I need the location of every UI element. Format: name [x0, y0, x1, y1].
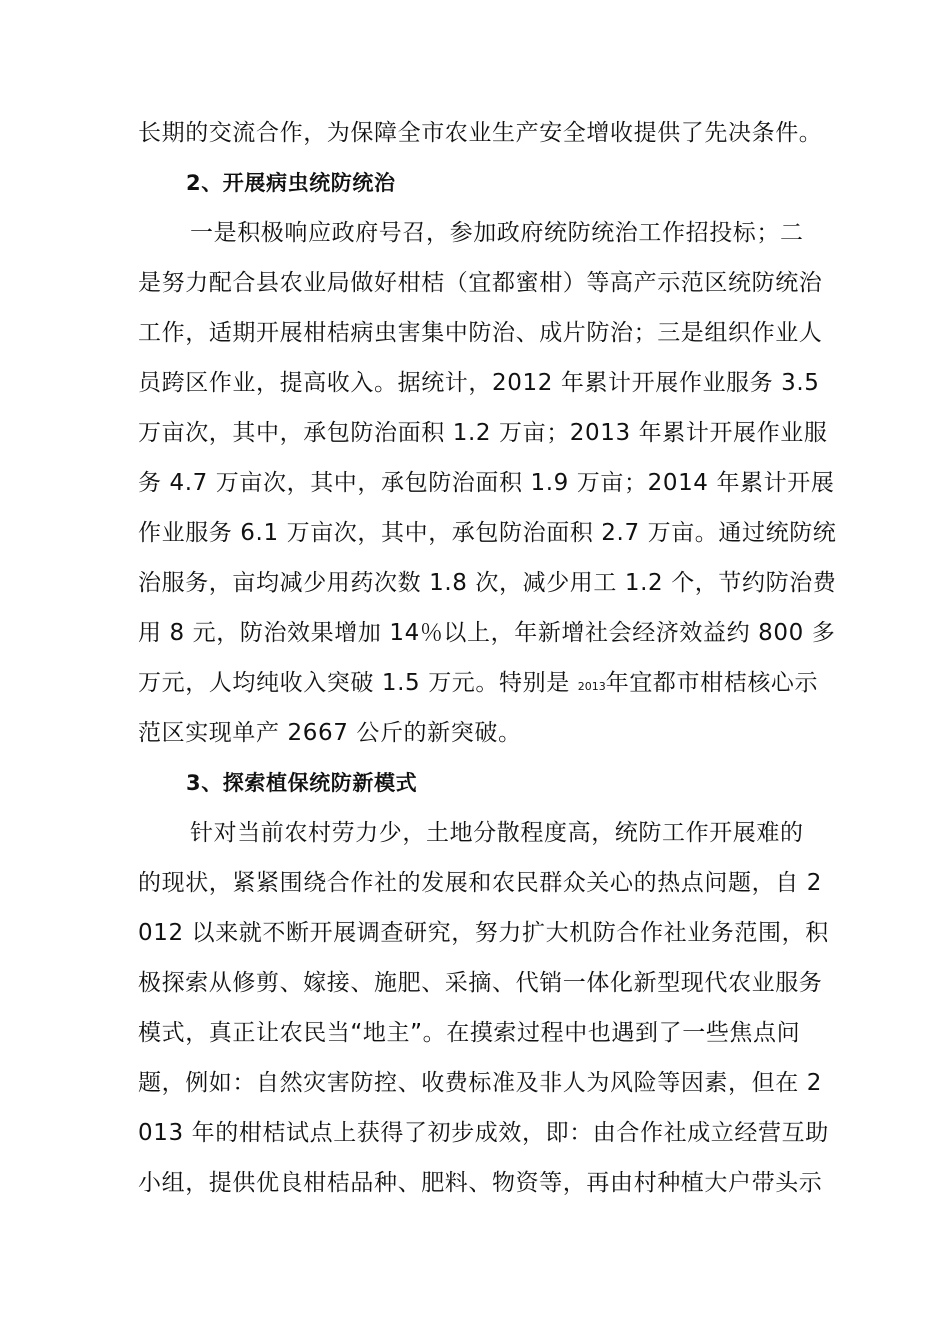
paragraph-line: 小组，提供优良柑桔品种、肥料、物资等，再由村种植大户带头示 — [138, 1170, 823, 1196]
line-text-prefix: 万元，人均纯收入突破 1.5 万元。特别是 — [138, 670, 578, 696]
paragraph-line: 范区实现单产 2667 公斤的新突破。 — [138, 720, 522, 746]
paragraph-line: 013 年的柑桔试点上获得了初步成效，即：由合作社成立经营互助 — [138, 1120, 829, 1146]
paragraph-line: 012 以来就不断开展调查研究，努力扩大机防合作社业务范围，积 — [138, 920, 829, 946]
paragraph-line — [138, 668, 818, 702]
paragraph-line: 极探索从修剪、嫁接、施肥、采摘、代销一体化新型现代农业服务 — [138, 970, 823, 996]
paragraph-line: 治服务，亩均减少用药次数 1.8 次，减少用工 1.2 个，节约防治费 — [138, 570, 837, 596]
paragraph-line: 是努力配合县农业局做好柑桔（宜都蜜柑）等高产示范区统防统治 — [138, 270, 823, 296]
paragraph-line: 一是积极响应政府号召，参加政府统防统治工作招投标；二 — [190, 220, 804, 246]
small-year-text: 2013 — [577, 680, 606, 693]
paragraph-line: 长期的交流合作，为保障全市农业生产安全增收提供了先决条件。 — [138, 120, 823, 146]
paragraph-line: 万亩次，其中，承包防治面积 1.2 万亩；2013 年累计开展作业服 — [138, 420, 828, 446]
paragraph-line: 作业服务 6.1 万亩次，其中，承包防治面积 2.7 万亩。通过统防统 — [138, 520, 837, 546]
paragraph-line: 模式，真正让农民当“地主”。在摸索过程中也遇到了一些焦点问 — [138, 1020, 801, 1046]
paragraph-line: 务 4.7 万亩次，其中，承包防治面积 1.9 万亩；2014 年累计开展 — [138, 470, 835, 496]
line-text-suffix: 年宜都市柑桔核心示 — [605, 670, 819, 696]
section-heading-2: 2、开展病虫统防统治 — [186, 171, 396, 195]
section-heading-3: 3、探索植保统防新模式 — [186, 771, 418, 795]
paragraph-line: 用 8 元，防治效果增加 14％以上，年新增社会经济效益约 800 多 — [138, 620, 836, 646]
paragraph-line: 题，例如：自然灾害防控、收费标准及非人为风险等因素，但在 2 — [138, 1070, 822, 1096]
paragraph-line: 工作，适期开展柑桔病虫害集中防治、成片防治；三是组织作业人 — [138, 320, 823, 346]
paragraph-line: 的现状，紧紧围绕合作社的发展和农民群众关心的热点问题，自 2 — [138, 870, 822, 896]
paragraph-line: 员跨区作业，提高收入。据统计，2012 年累计开展作业服务 3.5 — [138, 370, 820, 396]
paragraph-line: 针对当前农村劳力少，土地分散程度高，统防工作开展难的 — [190, 820, 804, 846]
